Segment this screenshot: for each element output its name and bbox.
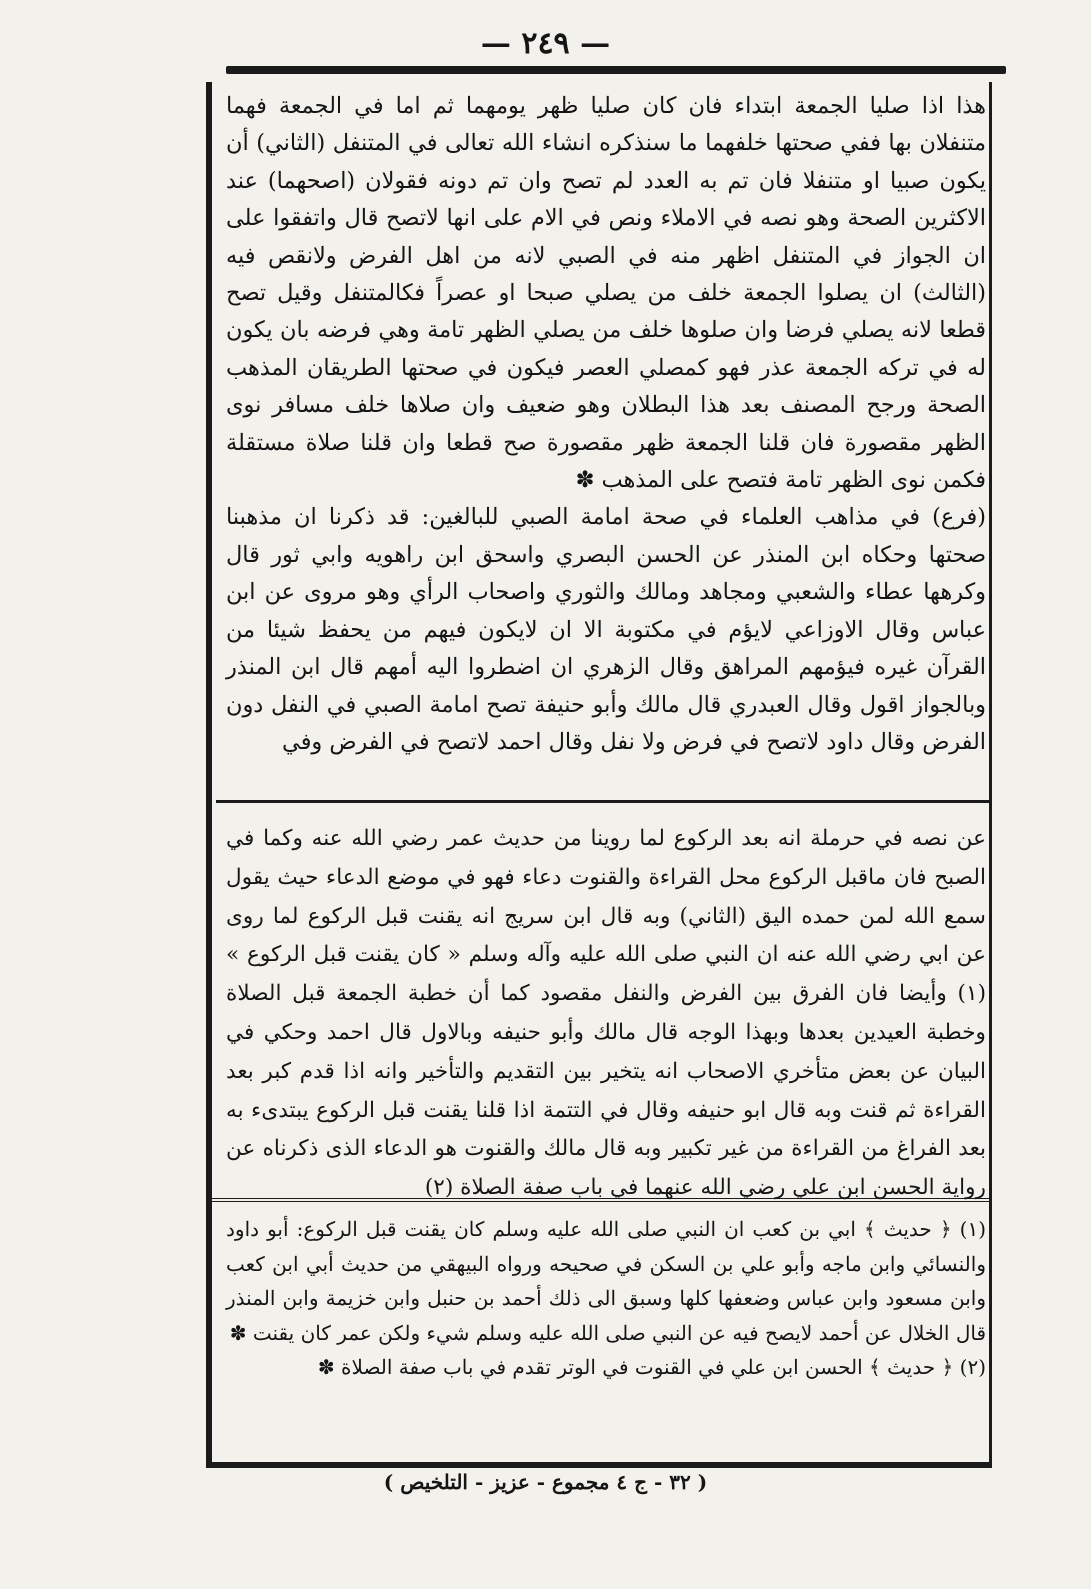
main-paragraph: هذا اذا صليا الجمعة ابتداء فان كان صليا ظهر يومهما ثم اما في الجمعة فهما متنفلان بها ففي صحتها خلفهما ما سنذكره انشاء الله تعالى في المتنفل (الثاني) أن يكون صبيا او متنفلا فان تم به العدد لم تصح وان تم دونه فقولان (اصحهما) عند الاكثرين الصحة وهو نصه في الاملاء ونص في الام على انها لاتصح قال واتفقوا على ان الجواز في المتنفل اظهر منه في الصبي لانه من اهل الفرض ولانقص فيه (الثالث) ان يصلوا الجمعة خلف من يصلي صبحا او عصراً فكالمتنفل وقيل تصح قطعا لانه يصلي فرضا وان صلوها خلف من يصلي الظهر تامة وهي فرضه بان يكون له في تركه الجمعة عذر فهو كمصلي العصر فيكون في صحتها الطريقان المذهب الصحة ورجح المصنف بعد هذا البطلان وهو ضعيف وان صلاها خلف مسافر نوى الظهر مقصورة فان قلنا الجمعة ظهر مقصورة صح قطعا وان قلنا صلاة مستقلة فكمن نوى الظهر تامة فتصح على المذهب ✽ [226, 93, 986, 494]
main-paragraph-far: (فرع) في مذاهب العلماء في صحة امامة الصبي للبالغين: قد ذكرنا ان مذهبنا صحتها وحكاه ابن المنذر عن الحسن البصري واسحق ابن راهويه وابي ثور قال وكرهها عطاء والشعبي ومجاهد ومالك والثوري واصحاب الرأي وهو مروى عن ابن عباس وقال الاوزاعي لايؤم في مكتوبة الا ان لايكون فيهم من يحفظ شيئا من القرآن غيره فيؤمهم المراهق وقال الزهري ان اضطروا اليه أمهم قال ابن المنذر وبالجواز اقول وقال العبدري قال مالك وأبو حنيفة تصح امامة الصبي في النفل دون الفرض وقال داود لاتصح في فرض ولا نفل وقال احمد لاتصح في الفرض وفي [226, 504, 986, 755]
footnotes-divider [212, 1198, 992, 1202]
page-number: — ٢٤٩ — [480, 26, 611, 61]
bottom-rule [206, 1462, 992, 1468]
footnotes [226, 1212, 986, 1385]
commentary-paragraph: عن نصه في حرملة انه بعد الركوع لما روينا من حديث عمر رضي الله عنه وكما في الصبح فان ماقبل الركوع محل القراءة والقنوت دعاء فهو في موضع الدعاء حيث يقول سمع الله لمن حمده اليق (الثاني) وبه قال ابن سريج انه يقنت قبل الركوع لما روى عن ابي رضي الله عنه ان النبي صلى الله عليه وآله وسلم « كان يقنت قبل الركوع » (١) وأيضا فان الفرق بين الفرض والنفل مقصود كما أن خطبة الجمعة قبل الصلاة وخطبة العيدين بعدها وبهذا الوجه قال مالك وأبو حنيفه وبالاول قال احمد وحكي في البيان عن بعض متأخري الاصحاب انه يتخير بين التقديم والتأخير وانه اذا قدم كبر بعد القراءة ثم قنت وبه قال ابو حنيفه وقال في التتمة اذا قلنا يقنت قبل الركوع يبتدىء به بعد الفراغ من القراءة من غير تكبير وبه قال مالك والقنوت هو الدعاء الذى ذكرناه عن رواية الحسن ابن علي رضي الله عنهما في باب صفة الصلاة (٢) [226, 826, 986, 1201]
footnote-1: (١) ﴿ حديث ﴾ ابي بن كعب ان النبي صلى الله عليه وسلم كان يقنت قبل الركوع: أبو داود والنسائي وابن ماجه وأبو علي بن السكن في صحيحه ورواه البيهقي من حديث أبي ابن كعب وابن مسعود وابن عباس وضعفها كلها وسبق الى ذلك أحمد بن حنبل وابن خزيمة وابن المنذر قال الخلال عن أحمد لايصح فيه عن النبي صلى الله عليه وسلم شيء ولكن عمر كان يقنت ✽ [226, 1217, 986, 1345]
top-rule [226, 66, 1006, 74]
footnote-2: (٢) ﴿ حديث ﴾ الحسن ابن علي في القنوت في الوتر تقدم في باب صفة الصلاة ✽ [317, 1355, 986, 1380]
section-divider [216, 800, 992, 803]
page-signature: ( ٣٢ - ج ٤ مجموع - عزيز - التلخيص ) [383, 1470, 708, 1494]
commentary-text [226, 820, 986, 1208]
main-text [226, 88, 986, 761]
